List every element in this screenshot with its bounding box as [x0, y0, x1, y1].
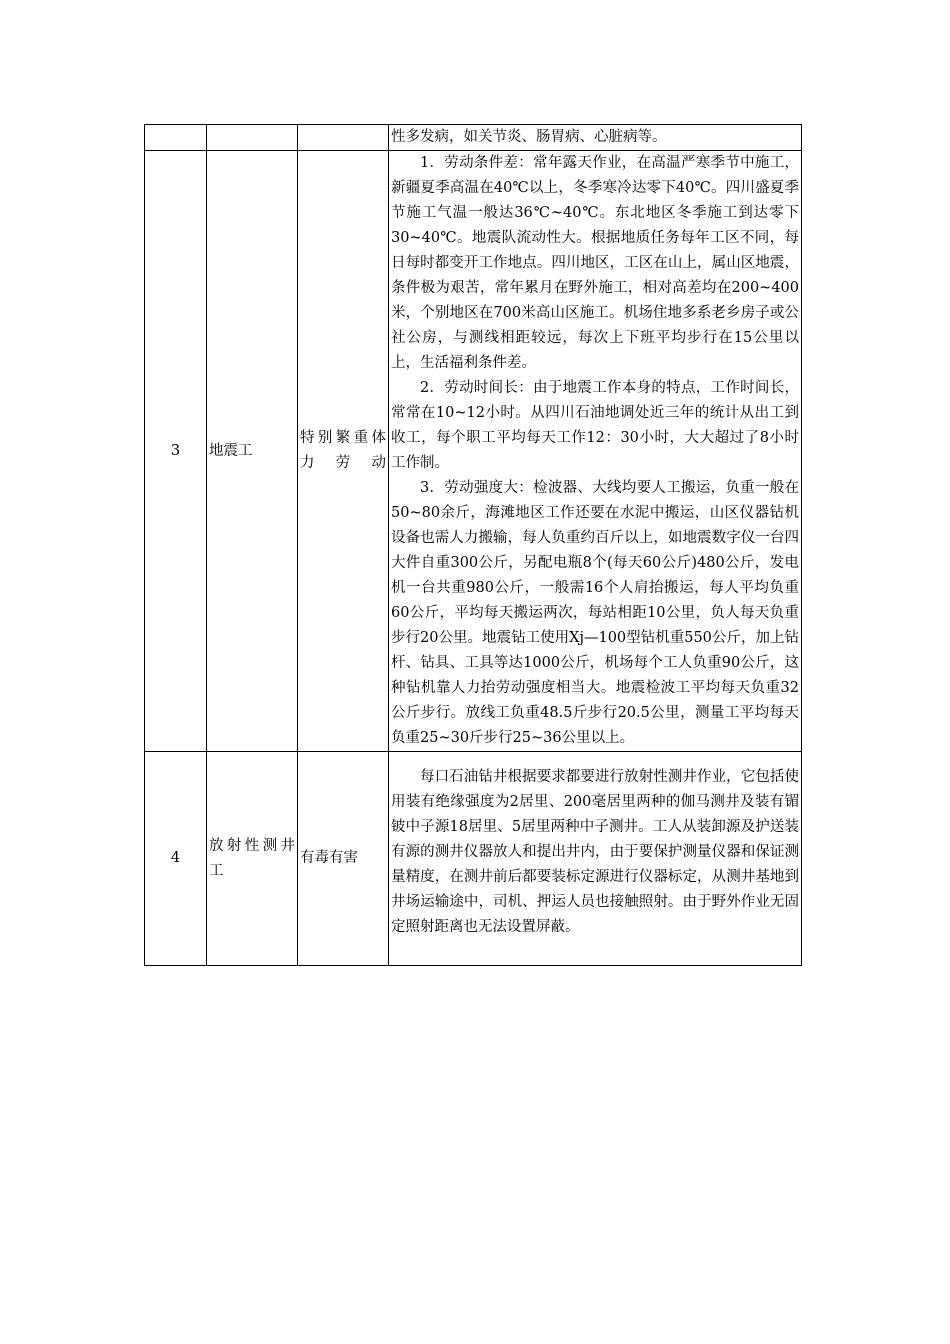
description-cell	[389, 125, 802, 151]
table-row	[145, 752, 802, 966]
category-text: 有毒有害	[300, 850, 358, 866]
description-cell	[389, 151, 802, 752]
category-text: 特别繁重体力劳动	[300, 430, 386, 471]
hazard-job-table	[144, 124, 802, 966]
category-cell	[298, 752, 389, 966]
description-cell	[389, 752, 802, 966]
job-name-cell	[207, 125, 298, 151]
description-paragraph: 每口石油钻井根据要求都要进行放射性测井作业，它包括使用装有绝缘强度为2居里、200毫居里两种的伽马测井及装有镅铍中子源18居里、5居里两种中子测井。工人从装卸源及护送装有源的测井仪器放人和提出井内，由于要保护测量仪器和保证测量精度，在测井前后都要装标定源进行仪器标定，从测井基地到井场运输途中，司机、押运人员也接触照射。由于野外作业无固定照射距离也无法设置屏蔽。	[391, 769, 799, 935]
table-row	[145, 151, 802, 752]
table-row	[145, 125, 802, 151]
job-name-text: 放射性测井工	[209, 837, 295, 879]
category-cell	[298, 151, 389, 752]
description-paragraph: 1．劳动条件差：常年露天作业，在高温严寒季节中施工，新疆夏季高温在40℃以上，冬季寒冷达零下40℃。四川盛夏季节施工气温一般达36℃~40℃。东北地区冬季施工到达零下30~40℃。地震队流动性大。根据地质任务每年工区不同，每日每时都变开工作地点。四川地区，工区在山上，属山区地震，条件极为艰苦，常年累月在野外施工，相对高差均在200~400米，个别地区在700米高山区施工。机场住地多系老乡房子或公社公房，与测线相距较远，每次上下班平均步行在15公里以上，生活福利条件差。	[391, 155, 799, 371]
job-name-text: 地震工	[209, 442, 253, 459]
row-number-cell: 4	[145, 752, 207, 966]
row-number-cell: 3	[145, 151, 207, 752]
description-paragraph: 2．劳动时间长：由于地震工作本身的特点，工作时间长，常常在10~12小时。从四川石油地调处近三年的统计从出工到收工，每个职工平均每天工作12：30小时，大大超过了8小时工作制。	[391, 380, 799, 471]
job-name-cell	[207, 151, 298, 752]
row-number-cell	[145, 125, 207, 151]
description-paragraph: 3．劳动强度大：检波器、大线均要人工搬运，负重一般在50~80余斤，海滩地区工作还要在水泥中搬运，山区仪器钻机设备也需人力搬输，每人负重约百斤以上，如地震数字仪一台四大件自重300公斤，另配电瓶8个(每天60公斤)480公斤，发电机一台共重980公斤，一般需16个人肩抬搬运，每人平均负重60公斤，平均每天搬运两次，每站相距10公里，负人每天负重步行20公里。地震钻工使用Xj—100型钻机重550公斤，加上钻杆、钻具、工具等达1000公斤，机场每个工人负重90公斤，这种钻机靠人力抬劳动强度相当大。地震检波工平均每天负重32公斤步行。放线工负重48.5斤步行20.5公里，测量工平均每天负重25~30斤步行25~36公里以上。	[391, 480, 799, 746]
category-cell	[298, 125, 389, 151]
job-name-cell	[207, 752, 298, 966]
description-paragraph: 性多发病，如关节炎、肠胃病、心脏病等。	[391, 129, 667, 145]
